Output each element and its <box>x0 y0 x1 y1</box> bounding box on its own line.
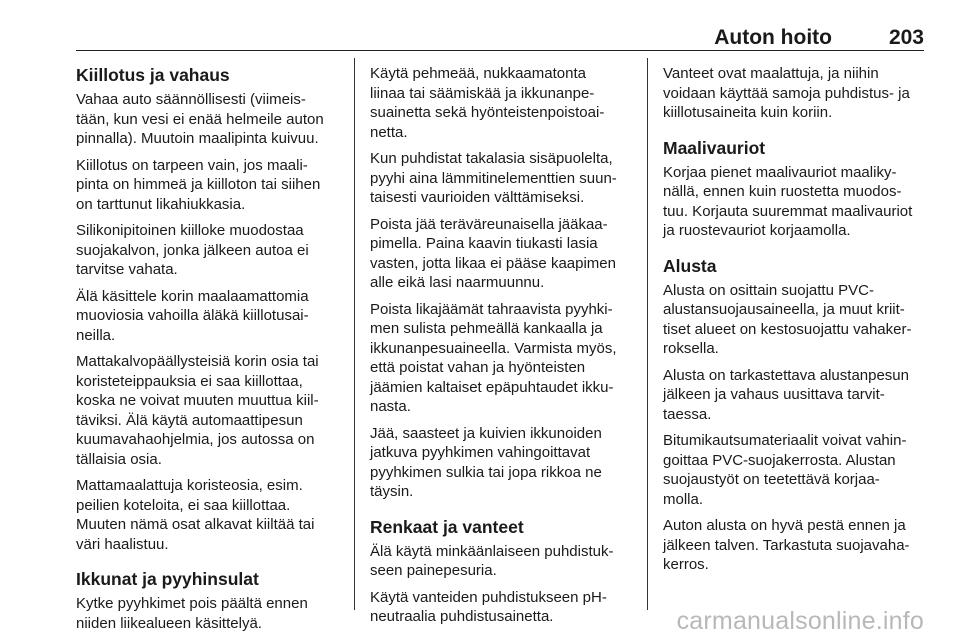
heading-polishing: Kiillotus ja vahaus <box>76 65 230 85</box>
paragraph: Korjaa pienet maalivauriot maaliky- nällä, ennen kuin ruostetta muodos- tuu. Korjauta suuremmat maalivauriot ja ruostevauriot korjaamolla. <box>663 163 913 239</box>
heading-windows-wipers: Ikkunat ja pyyhinsulat <box>76 569 259 589</box>
paragraph: Poista likajäämät tahraavista pyyhki- men sulista pehmeällä kankaalla ja ikkunanpesuaineella. Varmista myös, että poistat vahan ja hyönteisten jäämien kaltaiset epäpuhtaudet ikku- nasta. <box>370 300 617 415</box>
column-divider <box>354 58 355 610</box>
column-3 <box>663 64 925 582</box>
paragraph: Silikonipitoinen kiilloke muodostaa suojakalvon, jonka jälkeen autoa ei tarvitse vahata. <box>76 222 309 278</box>
paragraph: Jää, saasteet ja kuivien ikkunoiden jatkuva pyyhkimen vahingoittavat pyyhkimen sulkia tai jopa rikkoa ne täysin. <box>370 424 602 500</box>
paragraph: Älä käsittele korin maalaamattomia muoviosia vahoilla äläkä kiillotusai- neilla. <box>76 287 309 344</box>
paragraph: Poista jää teräväreunaisella jääkaa- pimella. Paina kaavin tiukasti lasia vasten, jotta likaa ei pääse kaapimen alle eikä lasi naarmuunnu. <box>370 215 616 291</box>
paragraph: Bitumikautsumateriaalit voivat vahin- goittaa PVC-suojakerrosta. Alustan suojaustyöt on teetettävä korjaa- molla. <box>663 432 907 508</box>
heading-underbody: Alusta <box>663 255 717 276</box>
column-divider <box>647 58 648 610</box>
paragraph: Älä käytä minkäänlaiseen puhdistuk- seen painepesuria. <box>370 542 614 579</box>
column-2 <box>370 64 632 634</box>
paragraph: Kun puhdistat takalasia sisäpuolelta, pyyhi aina lämmitinelementtien suun- taisesti vaurioiden välttämiseksi. <box>370 150 617 206</box>
paragraph: Vahaa auto säännöllisesti (viimeis- tään, kun vesi ei enää helmeile auton pinnalla). Muutoin maalipinta kuivuu. <box>76 91 324 147</box>
page-number: 203 <box>888 26 924 49</box>
paragraph: Mattakalvopäällysteisiä korin osia tai koristeteippauksia ei saa kiillottaa, koska ne voivat muuten muuttua kiil- täviksi. Älä käytä automaattipesun kuumavahaohjelmia, jos autossa on tällaisia osia. <box>76 353 319 468</box>
column-1 <box>76 64 348 640</box>
paragraph: Alusta on osittain suojattu PVC- alustansuojausaineella, ja muut kriit- tiset alueet on kestosuojattu vahaker- roksella. <box>663 281 912 357</box>
paragraph: Mattamaalattuja koristeosia, esim. peilien koteloita, ei saa kiillottaa. Muuten nämä osat alkavat kiiltää tai väri haalistuu. <box>76 477 315 553</box>
heading-tyres-rims: Renkaat ja vanteet <box>370 516 524 537</box>
paragraph: Käytä vanteiden puhdistukseen pH- neutraalia puhdistusainetta. <box>370 588 607 625</box>
paragraph: Auton alusta on hyvä pestä ennen ja jälkeen talven. Tarkastuta suojavaha- kerros. <box>663 517 910 573</box>
paragraph: Kiillotus on tarpeen vain, jos maali- pinta on himmeä ja kiilloton tai siihen on tarttunut likahiukkasia. <box>76 156 321 213</box>
page-header <box>76 26 924 50</box>
paragraph: Alusta on tarkastettava alustanpesun jälkeen ja vahaus uusittava tarvit- taessa. <box>663 366 909 423</box>
paragraph: Vanteet ovat maalattuja, ja niihin voidaan käyttää samoja puhdistus- ja kiillotusaineita kuin koriin. <box>663 65 910 121</box>
header-rule <box>76 50 924 51</box>
paragraph: Kytke pyyhkimet pois päältä ennen niiden liikealueen käsittelyä. <box>76 595 308 632</box>
paragraph: Käytä pehmeää, nukkaamatonta liinaa tai säämiskää ja ikkunanpe- suainetta sekä hyönteistenpoistoai- netta. <box>370 65 605 141</box>
watermark: carmanualsonline.info <box>676 607 924 635</box>
section-title: Auton hoito <box>714 26 832 49</box>
heading-paint-damage: Maalivauriot <box>663 137 766 158</box>
